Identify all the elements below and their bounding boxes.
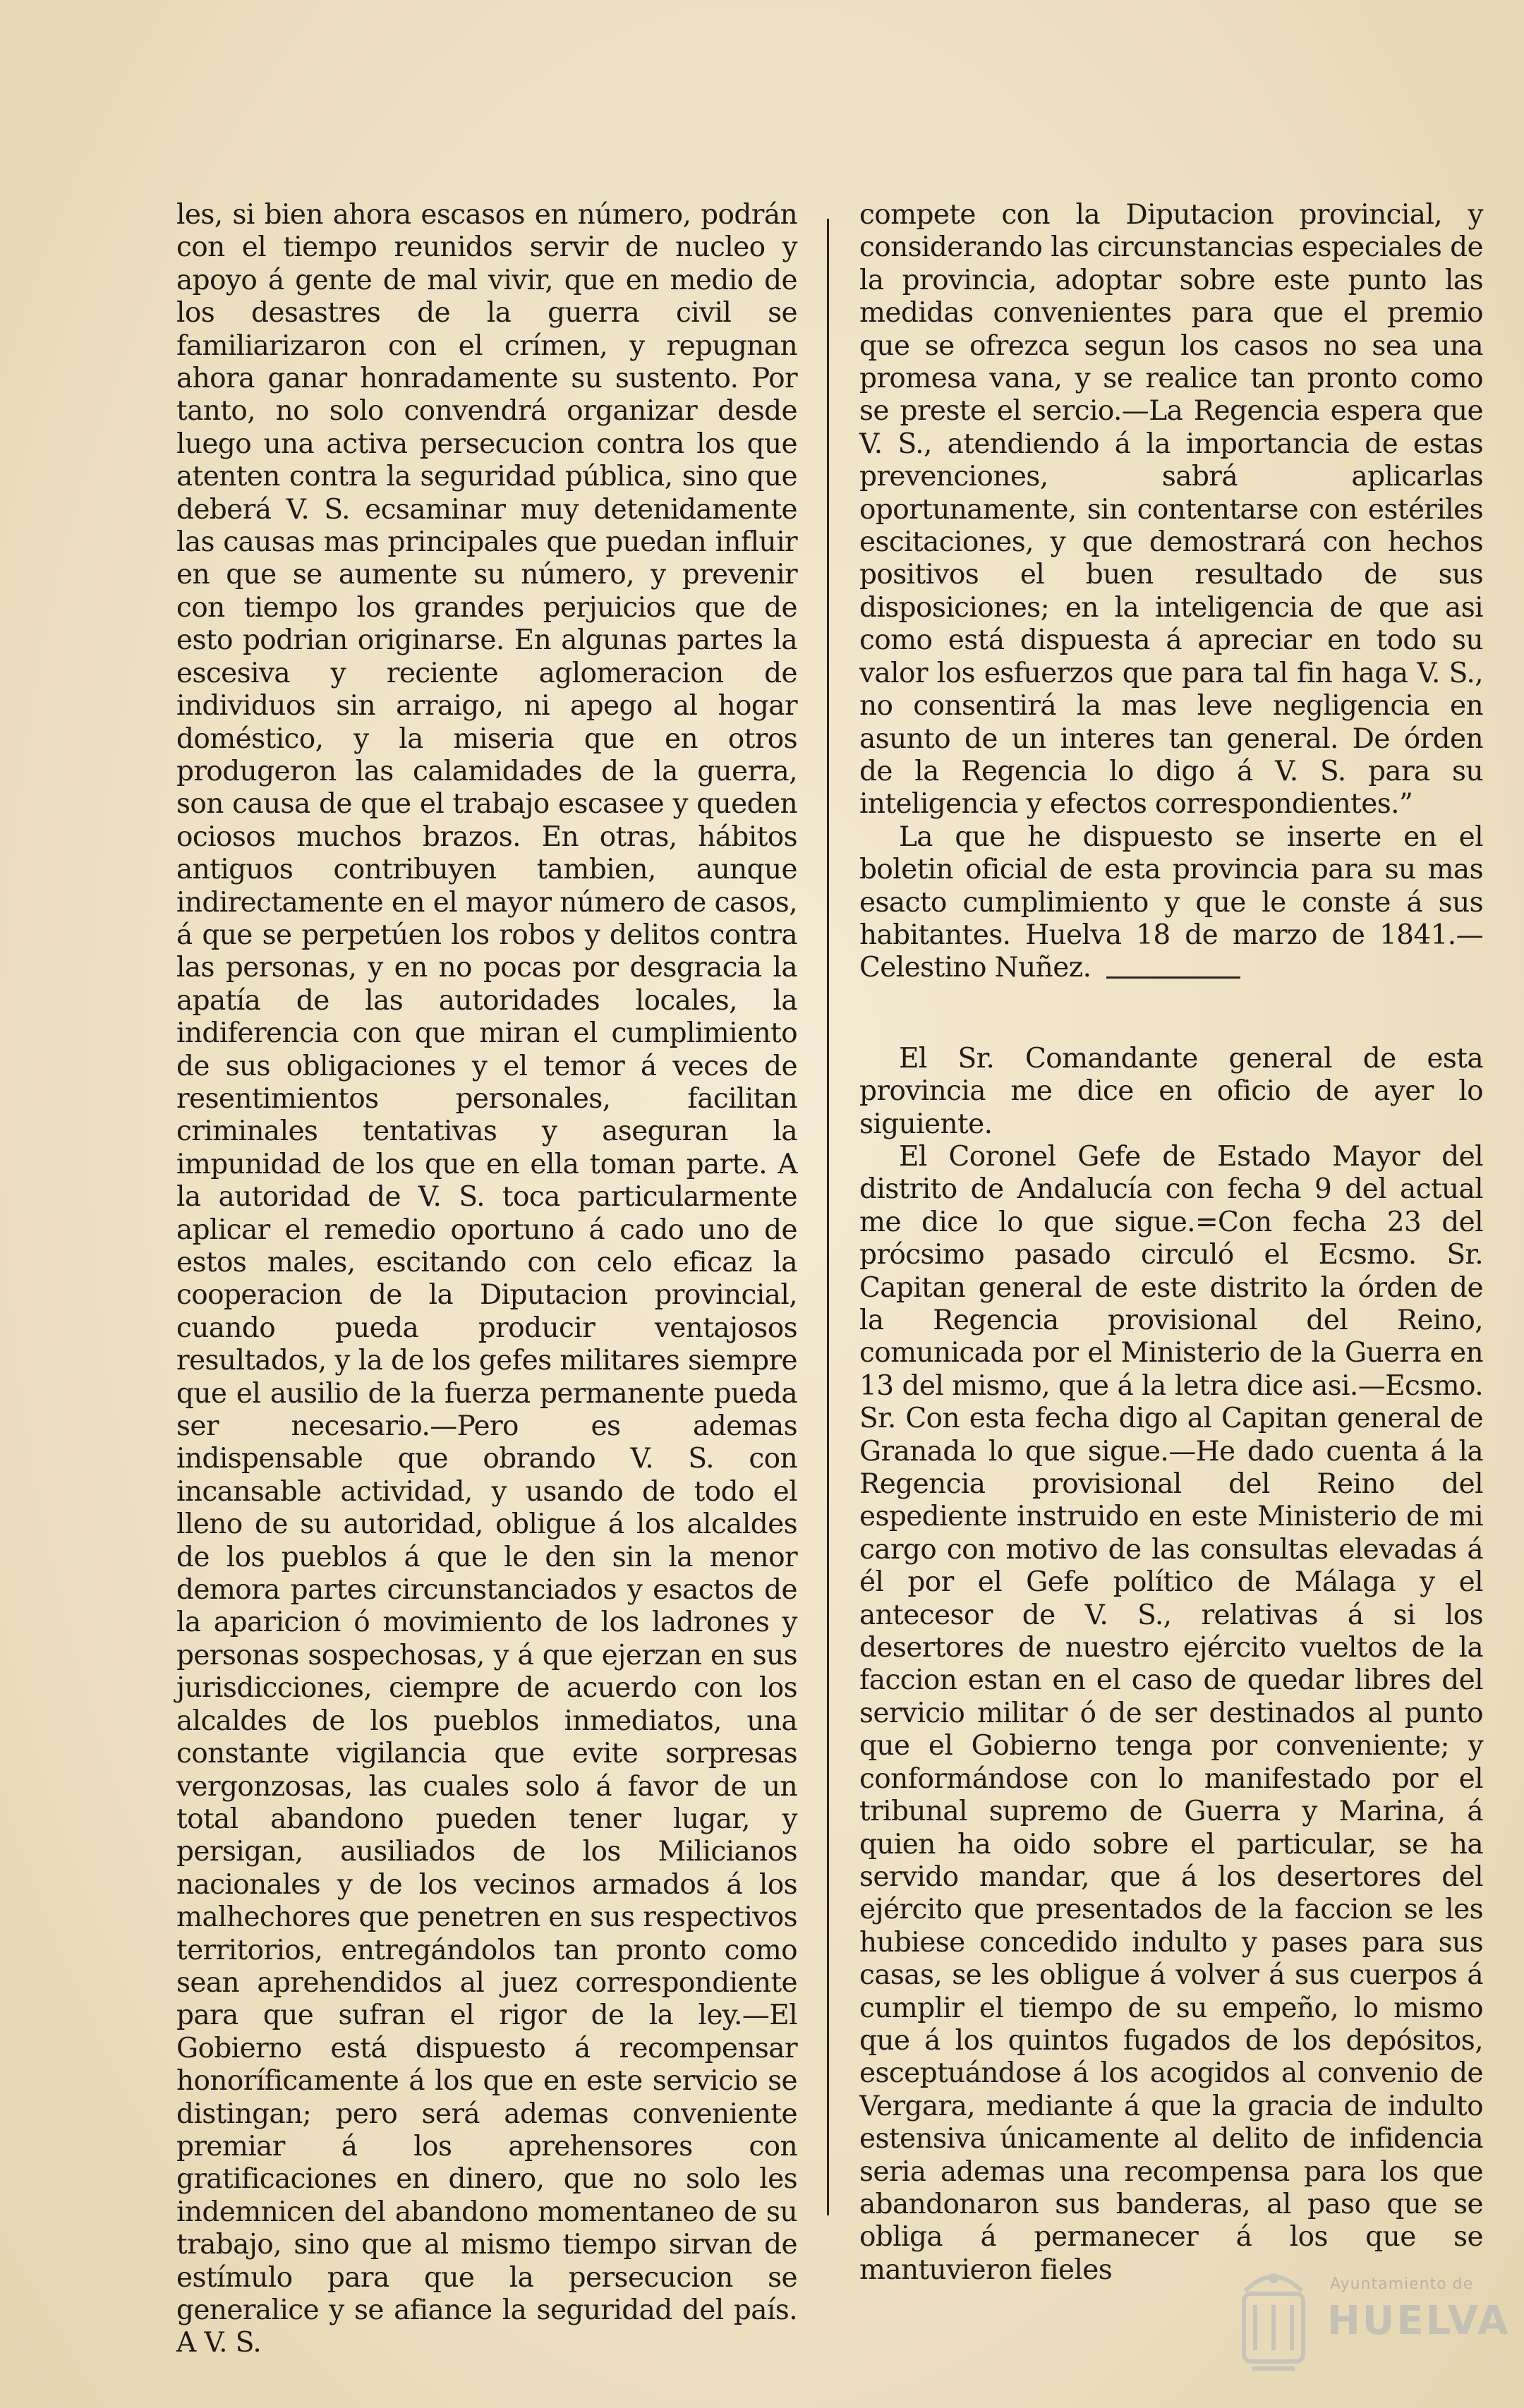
right-paragraph-4: El Coronel Gefe de Estado Mayor del distrito de Andalucía con fecha 9 del actual me dice lo que sigue.=Con fecha 23 del prócsimo pasado circuló el Ecsmo. Sr. Capitan general de este distrito la órden de la Regencia provisional del Reino, comunicada por el Ministerio de la Guerra en 13 del mismo, que á la letra dice asi.—Ecsmo. Sr. Con esta fecha digo al Capitan general de Granada lo que sigue.—He dado cuenta á la Regencia provisional del Reino del espediente instruido en este Ministerio de mi cargo con motivo de las consultas elevadas á él por el Gefe político de Málaga y el antecesor de V. S., relativas á si los desertores de nuestro ejército vueltos de la faccion estan en el caso de quedar libres del servicio militar ó de ser destinados al punto que el Gobierno tenga por conveniente; y conformándose con lo manifestado por el tribunal supremo de Guerra y Marina, á quien ha oido sobre el particular, se ha servido mandar, que á los desertores del ejército que presentados de la faccion se les hubiese concedido indulto y pases para sus casas, se les obligue á volver á sus cuerpos á cumplir el tiempo de su empeño, lo mismo que á los quintos fugados de los depósitos, esceptuándose á los acogidos al convenio de Vergara, mediante á que la gracia de indulto estensiva únicamente al delito de infidencia seria ademas una recompensa para los que abandonaron sus banderas, al paso que se obliga á permanecer á los que se mantuvieron fieles — [859, 1140, 1483, 2286]
left-column-paragraph: les, si bien ahora escasos en número, podrán con el tiempo reunidos servir de nucleo y apoyo á gente de mal vivir, que en medio de los desastres de la guerra civil se familiarizaron con el crímen, y repugnan ahora ganar honradamente su sustento. Por tanto, no solo convendrá organizar desde luego una activa persecucion contra los que atenten contra la seguridad pública, sino que deberá V. S. ecsaminar muy detenidamente las causas mas principales que puedan influir en que se aumente su número, y prevenir con tiempo los grandes perjuicios que de esto podrian originarse. En algunas partes la escesiva y reciente aglomeracion de individuos sin arraigo, ni apego al hogar doméstico, y la miseria que en otros produgeron las calamidades de la guerra, son causa de que el trabajo escasee y queden ociosos muchos brazos. En otras, hábitos antiguos contribuyen tambien, aunque indirectamente en el mayor número de casos, á que se perpetúen los robos y delitos contra las personas, y en no pocas por desgracia la apatía de las autoridades locales, la indiferencia con que miran el cumplimiento de sus obligaciones y el temor á veces de resentimientos personales, facilitan criminales tentativas y aseguran la impunidad de los que en ella toman parte. A la autoridad de V. S. toca particularmente aplicar el remedio oportuno á cado uno de estos males, escitando con celo eficaz la cooperacion de la Diputacion provincial, cuando pueda producir ventajosos resultados, y la de los gefes militares siempre que el ausilio de la fuerza permanente pueda ser necesario.—Pero es ademas indispensable que obrando V. S. con incansable actividad, y usando de todo el lleno de su autoridad, obligue á los alcaldes de los pueblos á que le den sin la menor demora partes circunstanciados y esactos de la aparicion ó movimiento de los ladrones y personas sospechosas, y á que ejerzan en sus jurisdicciones, ciempre de acuerdo con los alcaldes de los pueblos inmediatos, una constante vigilancia que evite sorpresas vergonzosas, las cuales solo á favor de un total abandono pueden tener lugar, y persigan, ausiliados de los Milicianos nacionales y de los vecinos armados á los malhechores que penetren en sus respectivos territorios, entregándolos tan pronto como sean aprehendidos al juez correspondiente para que sufran el rigor de la ley.—El Gobierno está dispuesto á recompensar honoríficamente á los que en este servicio se distingan; pero será ademas conveniente premiar á los aprehensores con gratificaciones en dinero, que no solo les indemnicen del abandono momentaneo de su trabajo, sino que al mismo tiempo sirvan de estímulo para que la persecucion se generalice y se afiance la seguridad del país. A V. S. — [176, 199, 797, 2359]
watermark-line2: HUELVA — [1327, 2298, 1511, 2344]
section-spacer — [859, 985, 1483, 1043]
watermark-logo — [1231, 2263, 1511, 2397]
right-paragraph-1: compete con la Diputacion provincial, y considerando las circunstancias especiales de la provincia, adoptar sobre este punto las medidas convenientes para que el premio que se ofrezca segun los casos no sea una promesa vana, y se realice tan pronto como se preste el sercio.—La Regencia espera que V. S., atendiendo á la importancia de estas prevenciones, sabrá aplicarlas oportunamente, sin contentarse con estériles escitaciones, y que demostrará con hechos positivos el buen resultado de sus disposiciones; en la inteligencia de que asi como está dispuesta á apreciar en todo su valor los esfuerzos que para tal fin haga V. S., no consentirá la mas leve negligencia en asunto de un interes tan general. De órden de la Regencia lo digo á V. S. para su inteligencia y efectos correspondientes.” — [859, 199, 1483, 821]
watermark-line1: Ayuntamiento de — [1330, 2275, 1474, 2293]
right-column — [859, 199, 1483, 2287]
left-column — [176, 199, 797, 2360]
right-paragraph-3: El Sr. Comandante general de esta provincia me dice en oficio de ayer lo siguiente. — [859, 1042, 1483, 1140]
right-paragraph-2: La que he dispuesto se inserte en el boletin oficial de esta provincia para su mas esacto cumplimiento y que le conste á sus habitantes. Huelva 18 de marzo de 1841.—Celestino Nuñez. — [859, 821, 1483, 984]
column-divider — [827, 219, 829, 2215]
crest-icon — [1231, 2263, 1316, 2383]
section-separator — [1106, 976, 1240, 979]
